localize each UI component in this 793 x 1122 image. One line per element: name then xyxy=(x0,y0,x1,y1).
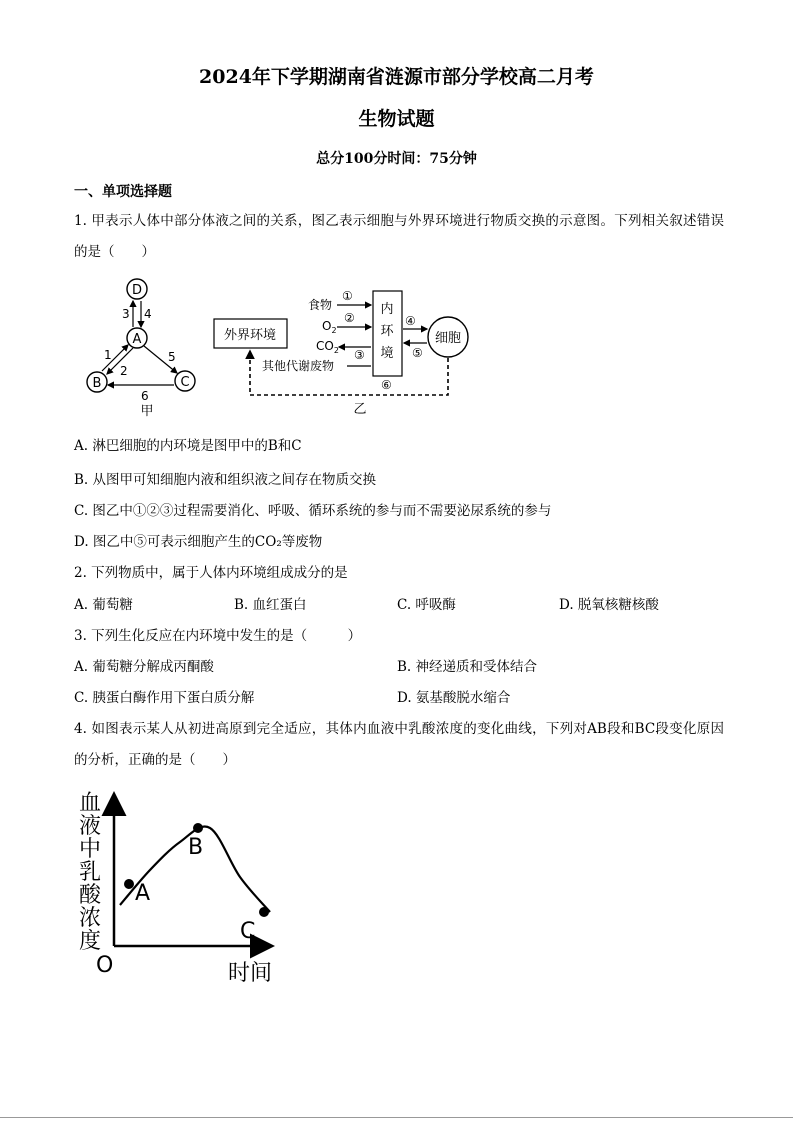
node-c-label: C xyxy=(180,375,190,390)
label-2: 2 xyxy=(120,364,128,378)
origin-label: O xyxy=(96,953,114,978)
outer-env-label: 外界环境 xyxy=(223,328,277,343)
y-axis-label-text: 血液中乳酸浓度 xyxy=(78,791,102,954)
num-1: ① xyxy=(342,289,353,303)
label-6: 6 xyxy=(141,389,149,403)
waste-label: 其他代谢废物 xyxy=(262,359,335,373)
q2-option-a: A. 葡萄糖 xyxy=(74,597,133,613)
exam-info: 总分100分时间：75分钟 xyxy=(316,151,477,167)
node-a-label: A xyxy=(132,332,142,347)
label-5: 5 xyxy=(168,350,176,364)
point-label-a: A xyxy=(135,881,151,906)
label-1: 1 xyxy=(104,348,112,362)
question-3-stem: 3. 下列生化反应在内环境中发生的是（ ） xyxy=(74,628,362,644)
node-b-label: B xyxy=(92,376,102,391)
figure-jia xyxy=(80,275,210,420)
co2-sub: 2 xyxy=(333,346,339,355)
inner-env-char-2: 环 xyxy=(380,324,394,339)
q3-option-c: C. 胰蛋白酶作用下蛋白质分解 xyxy=(74,690,255,706)
q1-option-c: C. 图乙中①②③过程需要消化、呼吸、循环系统的参与而不需要泌尿系统的参与 xyxy=(74,503,552,519)
food-label: 食物 xyxy=(308,298,333,312)
num-2: ② xyxy=(344,311,355,325)
o2-main: O xyxy=(322,319,332,333)
q2-option-b: B. 血红蛋白 xyxy=(234,597,307,613)
co2-main: CO xyxy=(316,339,334,353)
subject-title: 生物试题 xyxy=(358,108,435,130)
q3-option-a: A. 葡萄糖分解成丙酮酸 xyxy=(74,659,214,675)
inner-env-char-3: 境 xyxy=(380,346,394,361)
figure-yi xyxy=(210,283,480,418)
point-label-c: C xyxy=(240,919,256,944)
question-2-stem: 2. 下列物质中，属于人体内环境组成成分的是 xyxy=(74,565,348,581)
o2-sub: 2 xyxy=(331,326,337,335)
num-4: ④ xyxy=(405,314,416,328)
node-d-label: D xyxy=(131,283,143,298)
label-4: 4 xyxy=(144,307,152,321)
num-5: ⑤ xyxy=(412,346,423,360)
inner-env-char-1: 内 xyxy=(380,302,394,317)
label-3: 3 xyxy=(122,307,130,321)
o2-label xyxy=(322,319,337,335)
chart-points xyxy=(124,823,269,944)
point-b xyxy=(193,823,203,833)
q2-option-d: D. 脱氧核糖核酸 xyxy=(559,597,659,613)
page-title: 2024年下学期湖南省涟源市部分学校高二月考 xyxy=(199,66,594,88)
co2-label xyxy=(316,339,339,355)
q2-option-c: C. 呼吸酶 xyxy=(397,597,456,613)
lactate-chart xyxy=(70,780,310,990)
point-c xyxy=(259,907,269,917)
section-title: 一、单项选择题 xyxy=(74,184,172,200)
point-label-b: B xyxy=(188,835,204,860)
cell-label: 细胞 xyxy=(434,331,462,346)
point-a xyxy=(124,879,134,889)
num-6: ⑥ xyxy=(381,378,392,392)
question-1-stem: 1. 甲表示人体中部分体液之间的关系，图乙表示细胞与外界环境进行物质交换的示意图。下列相关叙述错误的是（ ） xyxy=(74,213,724,260)
num-3: ③ xyxy=(354,348,365,362)
y-axis-label-group xyxy=(79,791,102,954)
figure-yi-caption: 乙 xyxy=(353,402,367,417)
q1-option-d: D. 图乙中⑤可表示细胞产生的CO₂等废物 xyxy=(74,534,323,550)
figure-jia-caption: 甲 xyxy=(140,404,154,419)
question-4-stem: 4. 如图表示某人从初进高原到完全适应，其体内血液中乳酸浓度的变化曲线，下列对AB段和BC段变化原因的分析，正确的是（ ） xyxy=(74,721,724,768)
page-bottom-rule xyxy=(0,1117,793,1118)
q1-option-b: B. 从图甲可知细胞内液和组织液之间存在物质交换 xyxy=(74,472,377,488)
q3-option-d: D. 氨基酸脱水缩合 xyxy=(397,690,511,706)
q1-option-a: A. 淋巴细胞的内环境是图甲中的B和C xyxy=(74,438,302,454)
x-axis-label: 时间 xyxy=(228,961,273,986)
q3-option-b: B. 神经递质和受体结合 xyxy=(397,659,538,675)
